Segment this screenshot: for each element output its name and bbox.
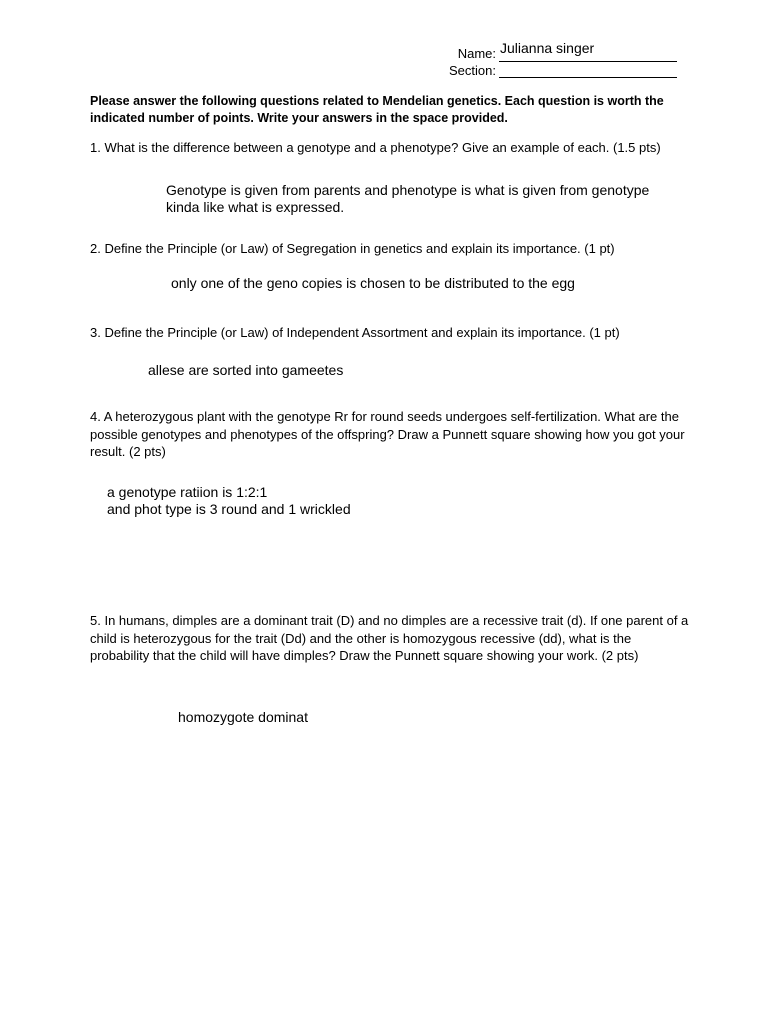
- instructions: Please answer the following questions related to Mendelian genetics. Each question is worth the indicated number of points. Write your answers in the space provided.: [90, 94, 664, 125]
- name-field[interactable]: Julianna singer: [500, 40, 595, 56]
- question-1: 1. What is the difference between a genotype and a phenotype? Give an example of each. (1.5 pts): [90, 140, 661, 155]
- answer-1[interactable]: Genotype is given from parents and phenotype is what is given from genotype kinda like what is expressed.: [166, 182, 650, 215]
- section-underline: [499, 77, 677, 78]
- answer-3[interactable]: allese are sorted into gameetes: [148, 362, 344, 378]
- answer-2[interactable]: only one of the geno copies is chosen to be distributed to the egg: [171, 275, 575, 291]
- answer-5[interactable]: homozygote dominat: [178, 709, 308, 725]
- question-2: 2. Define the Principle (or Law) of Segregation in genetics and explain its importance. (1 pt): [90, 241, 615, 256]
- answer-4[interactable]: a genotype ratiion is 1:2:1 and phot type is 3 round and 1 wrickled: [107, 484, 351, 517]
- name-label: Name:: [457, 46, 496, 61]
- question-4: 4. A heterozygous plant with the genotype Rr for round seeds undergoes self-fertilization. What are the possible genotypes and phenotypes of the offspring? Draw a Punnett square showing how you got your result. (2 pts): [90, 409, 685, 459]
- question-3: 3. Define the Principle (or Law) of Independent Assortment and explain its importance. (1 pt): [90, 325, 620, 340]
- section-label: Section:: [449, 63, 496, 78]
- question-5: 5. In humans, dimples are a dominant trait (D) and no dimples are a recessive trait (d). If one parent of a child is heterozygous for the trait (Dd) and the other is homozygous recessive (dd), what is the probability that the child will have dimples? Draw the Punnett square showing your work. (2 pts): [90, 613, 689, 663]
- name-underline: [499, 61, 677, 62]
